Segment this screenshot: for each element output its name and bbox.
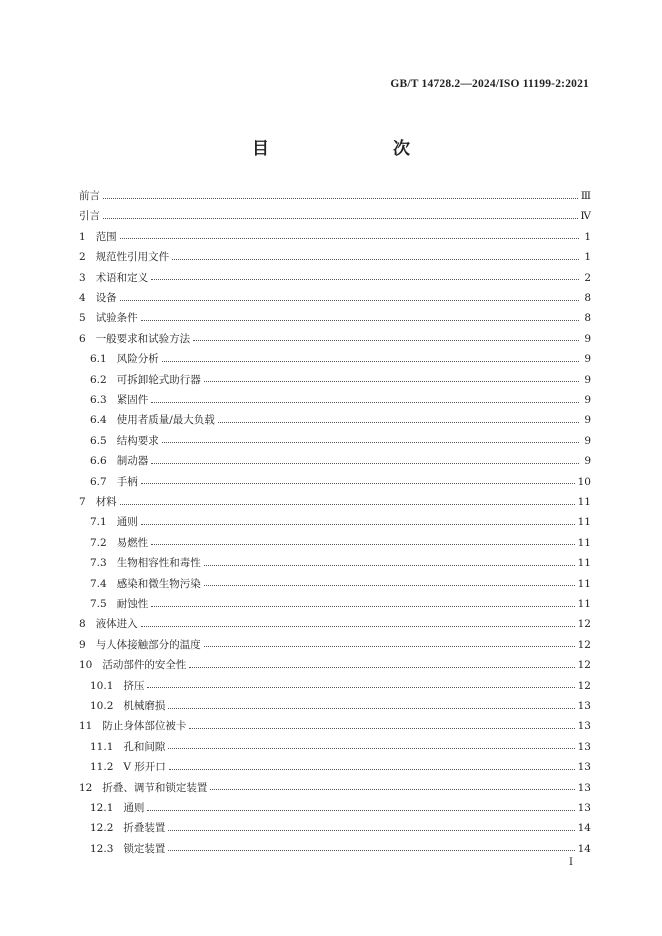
dot-leader bbox=[169, 759, 575, 770]
toc-subentry[interactable] bbox=[90, 576, 591, 592]
toc-entry-number: 5 bbox=[79, 312, 86, 325]
dot-leader bbox=[168, 738, 574, 749]
dot-leader bbox=[141, 616, 575, 627]
toc-entry-number: 11 bbox=[79, 720, 93, 733]
toc-entry-title: 生物相容性和毒性 bbox=[116, 557, 201, 570]
toc-entry-page: 11 bbox=[577, 557, 591, 570]
dot-leader bbox=[189, 718, 574, 729]
toc-entry-page: 9 bbox=[584, 373, 591, 386]
toc-entry-title: 易燃性 bbox=[116, 536, 149, 549]
dot-leader bbox=[162, 432, 579, 443]
toc-entry[interactable] bbox=[79, 249, 591, 265]
dot-leader bbox=[120, 290, 579, 301]
toc-subentry[interactable] bbox=[90, 412, 591, 428]
toc-entry-page: 9 bbox=[584, 414, 591, 427]
dot-leader bbox=[151, 269, 579, 280]
toc-entry-page: 12 bbox=[577, 659, 591, 672]
toc-subentry[interactable] bbox=[90, 678, 591, 694]
dot-leader bbox=[168, 820, 574, 831]
toc-entry-title: 防止身体部位被卡 bbox=[102, 720, 187, 733]
toc-entry-title: 规范性引用文件 bbox=[95, 251, 170, 264]
toc-entry-page: 1 bbox=[584, 230, 591, 243]
toc-entry-page: 11 bbox=[577, 536, 591, 549]
dot-leader bbox=[172, 249, 579, 260]
toc-entry-number: 6.3 bbox=[90, 394, 107, 406]
toc-entry-number: 12.1 bbox=[90, 802, 114, 814]
toc-entry-number: 7.2 bbox=[90, 536, 107, 549]
toc-entry-number: 6.7 bbox=[90, 475, 107, 488]
toc-entry-title: 制动器 bbox=[116, 455, 149, 468]
toc-entry-number: 10.2 bbox=[90, 700, 114, 712]
page-number: I bbox=[569, 857, 573, 868]
toc-entry-page: 14 bbox=[577, 822, 591, 835]
toc-entry[interactable] bbox=[79, 637, 591, 653]
toc-subentry[interactable] bbox=[90, 841, 591, 857]
dot-leader bbox=[151, 534, 574, 545]
toc-entry-page: Ⅲ bbox=[580, 190, 591, 202]
toc-entry-title: 手柄 bbox=[116, 475, 138, 488]
toc-entry-page: 8 bbox=[584, 312, 591, 325]
toc-entry[interactable] bbox=[79, 290, 591, 306]
toc-entry-number: 7.4 bbox=[90, 577, 107, 590]
dot-leader bbox=[168, 840, 574, 851]
toc-entry[interactable] bbox=[79, 270, 591, 286]
toc-entry-page: 9 bbox=[584, 332, 591, 345]
toc-entry-title: 术语和定义 bbox=[95, 271, 149, 284]
toc-entry-title: 通则 bbox=[123, 802, 145, 814]
toc-entry-number: 1 bbox=[79, 230, 86, 243]
toc-entry-title: 试验条件 bbox=[95, 312, 138, 325]
toc-entry-number: 11.2 bbox=[90, 761, 114, 774]
dot-leader bbox=[120, 228, 579, 239]
dot-leader bbox=[141, 310, 579, 321]
toc-entry-page: 13 bbox=[577, 720, 591, 733]
toc-subentry[interactable] bbox=[90, 759, 591, 775]
toc-subentry[interactable] bbox=[90, 596, 591, 612]
toc-entry[interactable] bbox=[79, 494, 591, 510]
toc-entry-title: 引言 bbox=[79, 210, 100, 223]
toc-entry[interactable] bbox=[79, 780, 591, 796]
toc-entry-title: 前言 bbox=[79, 190, 100, 202]
toc-entry[interactable] bbox=[79, 208, 591, 224]
toc-entry-number: 3 bbox=[79, 271, 86, 284]
toc-entry-number: 4 bbox=[79, 292, 86, 304]
toc-entry-title: 风险分析 bbox=[116, 353, 159, 366]
toc-entry-number: 2 bbox=[79, 251, 86, 264]
toc-entry-page: 11 bbox=[577, 598, 591, 610]
toc-entry-page: 14 bbox=[577, 842, 591, 855]
toc-entry-title: 机械磨损 bbox=[123, 700, 166, 712]
toc-entry-page: 8 bbox=[584, 292, 591, 304]
toc-entry-page: 11 bbox=[577, 516, 591, 529]
toc-entry-page: 10 bbox=[577, 475, 591, 488]
toc-subentry[interactable] bbox=[90, 800, 591, 816]
toc-entry-number: 8 bbox=[79, 618, 86, 631]
toc-subentry[interactable] bbox=[90, 433, 591, 449]
toc-entry-title: 使用者质量/最大负载 bbox=[116, 414, 215, 427]
toc-entry-number: 7.3 bbox=[90, 557, 107, 570]
toc-entry-page: 12 bbox=[577, 679, 591, 692]
toc-subentry[interactable] bbox=[90, 555, 591, 571]
dot-leader bbox=[151, 453, 579, 464]
toc-subentry[interactable] bbox=[90, 474, 591, 490]
toc-entry-number: 12.2 bbox=[90, 822, 114, 835]
toc-entry[interactable] bbox=[79, 718, 591, 734]
toc-entry-page: 12 bbox=[577, 638, 591, 651]
toc-subentry[interactable] bbox=[90, 351, 591, 367]
dot-leader bbox=[120, 494, 575, 505]
toc-entry-number: 9 bbox=[79, 638, 86, 651]
toc-entry-page: 13 bbox=[577, 700, 591, 712]
toc-entry-title: 感染和微生物污染 bbox=[116, 577, 201, 590]
dot-leader bbox=[103, 208, 578, 219]
toc-entry-number: 7 bbox=[79, 496, 86, 508]
toc-entry-number: 6.1 bbox=[90, 353, 107, 366]
toc-subentry[interactable] bbox=[90, 820, 591, 836]
toc-entry-number: 6 bbox=[79, 332, 86, 345]
toc-entry-page: 2 bbox=[584, 271, 591, 284]
toc-subentry[interactable] bbox=[90, 535, 591, 551]
dot-leader bbox=[151, 392, 579, 403]
toc-entry-page: 13 bbox=[577, 802, 591, 814]
dot-leader bbox=[204, 555, 575, 566]
dot-leader bbox=[103, 188, 578, 199]
dot-leader bbox=[210, 779, 574, 790]
toc-entry-title: 一般要求和试验方法 bbox=[95, 332, 191, 345]
toc-entry-title: 折叠装置 bbox=[123, 822, 166, 835]
dot-leader bbox=[189, 657, 574, 668]
toc-entry-page: 13 bbox=[577, 781, 591, 794]
toc-subentry[interactable] bbox=[90, 372, 591, 388]
toc-entry-title: 与人体接触部分的温度 bbox=[95, 638, 201, 651]
dot-leader bbox=[168, 698, 574, 709]
toc-entry-title: 挤压 bbox=[123, 679, 145, 692]
toc-entry-title: 材料 bbox=[95, 496, 117, 508]
toc-entry-title: 锁定装置 bbox=[123, 842, 166, 855]
toc-entry-title: 范围 bbox=[95, 230, 117, 243]
toc-entry-number: 10 bbox=[79, 659, 93, 672]
toc-subentry[interactable] bbox=[90, 514, 591, 530]
toc-entry[interactable] bbox=[79, 616, 591, 632]
toc-entry-page: 9 bbox=[584, 353, 591, 366]
toc-entry-page: 11 bbox=[577, 496, 591, 508]
toc-entry-page: 9 bbox=[584, 394, 591, 406]
dot-leader bbox=[204, 371, 579, 382]
toc-entry-title: 设备 bbox=[95, 292, 117, 304]
toc-entry-number: 6.2 bbox=[90, 373, 107, 386]
toc-entry-number: 7.5 bbox=[90, 598, 107, 610]
toc-subentry[interactable] bbox=[90, 453, 591, 469]
toc-entry[interactable] bbox=[79, 188, 591, 204]
toc-subentry[interactable] bbox=[90, 392, 591, 408]
toc-entry-title: 通则 bbox=[116, 516, 138, 529]
dot-leader bbox=[218, 412, 579, 423]
dot-leader bbox=[141, 514, 575, 525]
toc-entry-page: 13 bbox=[577, 740, 591, 753]
toc-entry-page: 11 bbox=[577, 577, 591, 590]
toc-entry[interactable] bbox=[79, 331, 591, 347]
toc-entry-page: 9 bbox=[584, 455, 591, 468]
dot-leader bbox=[151, 596, 574, 607]
standard-code: GB/T 14728.2—2024/ISO 11199-2:2021 bbox=[390, 78, 589, 90]
toc-entry-number: 6.6 bbox=[90, 455, 107, 468]
toc-entry-page: 9 bbox=[584, 434, 591, 447]
toc-entry-title: 紧固件 bbox=[116, 394, 149, 406]
toc-entry-title: 结构要求 bbox=[116, 434, 159, 447]
toc-entry-number: 6.5 bbox=[90, 434, 107, 447]
toc-entry-number: 7.1 bbox=[90, 516, 107, 529]
toc-entry-page: 13 bbox=[577, 761, 591, 774]
toc-subentry[interactable] bbox=[90, 698, 591, 714]
toc-entry-title: 孔和间隙 bbox=[123, 740, 166, 753]
dot-leader bbox=[147, 800, 574, 811]
dot-leader bbox=[141, 473, 575, 484]
toc-entry-page: 12 bbox=[577, 618, 591, 631]
toc-entry-page: Ⅳ bbox=[580, 210, 591, 223]
dot-leader bbox=[193, 330, 579, 341]
toc-entry-title: 耐蚀性 bbox=[116, 598, 149, 610]
toc-entry-page: 1 bbox=[584, 251, 591, 264]
toc-entry-number: 12 bbox=[79, 781, 93, 794]
toc-entry-number: 11.1 bbox=[90, 740, 114, 753]
toc-entry-number: 6.4 bbox=[90, 414, 107, 427]
toc-entry-title: 可拆卸轮式助行器 bbox=[116, 373, 201, 386]
dot-leader bbox=[204, 636, 575, 647]
toc-entry-title: V 形开口 bbox=[123, 761, 166, 774]
toc-entry[interactable] bbox=[79, 229, 591, 245]
toc-entry-title: 折叠、调节和锁定装置 bbox=[102, 781, 208, 794]
dot-leader bbox=[147, 677, 574, 688]
toc-entry[interactable] bbox=[79, 657, 591, 673]
dot-leader bbox=[162, 351, 579, 362]
toc-subentry[interactable] bbox=[90, 739, 591, 755]
toc-title: 目 次 bbox=[252, 139, 440, 159]
toc-entry-title: 活动部件的安全性 bbox=[102, 659, 187, 672]
toc-entry-number: 10.1 bbox=[90, 679, 114, 692]
toc-entry-number: 12.3 bbox=[90, 842, 114, 855]
toc-entry-title: 液体进入 bbox=[95, 618, 138, 631]
dot-leader bbox=[204, 575, 575, 586]
toc-entry[interactable] bbox=[79, 310, 591, 326]
